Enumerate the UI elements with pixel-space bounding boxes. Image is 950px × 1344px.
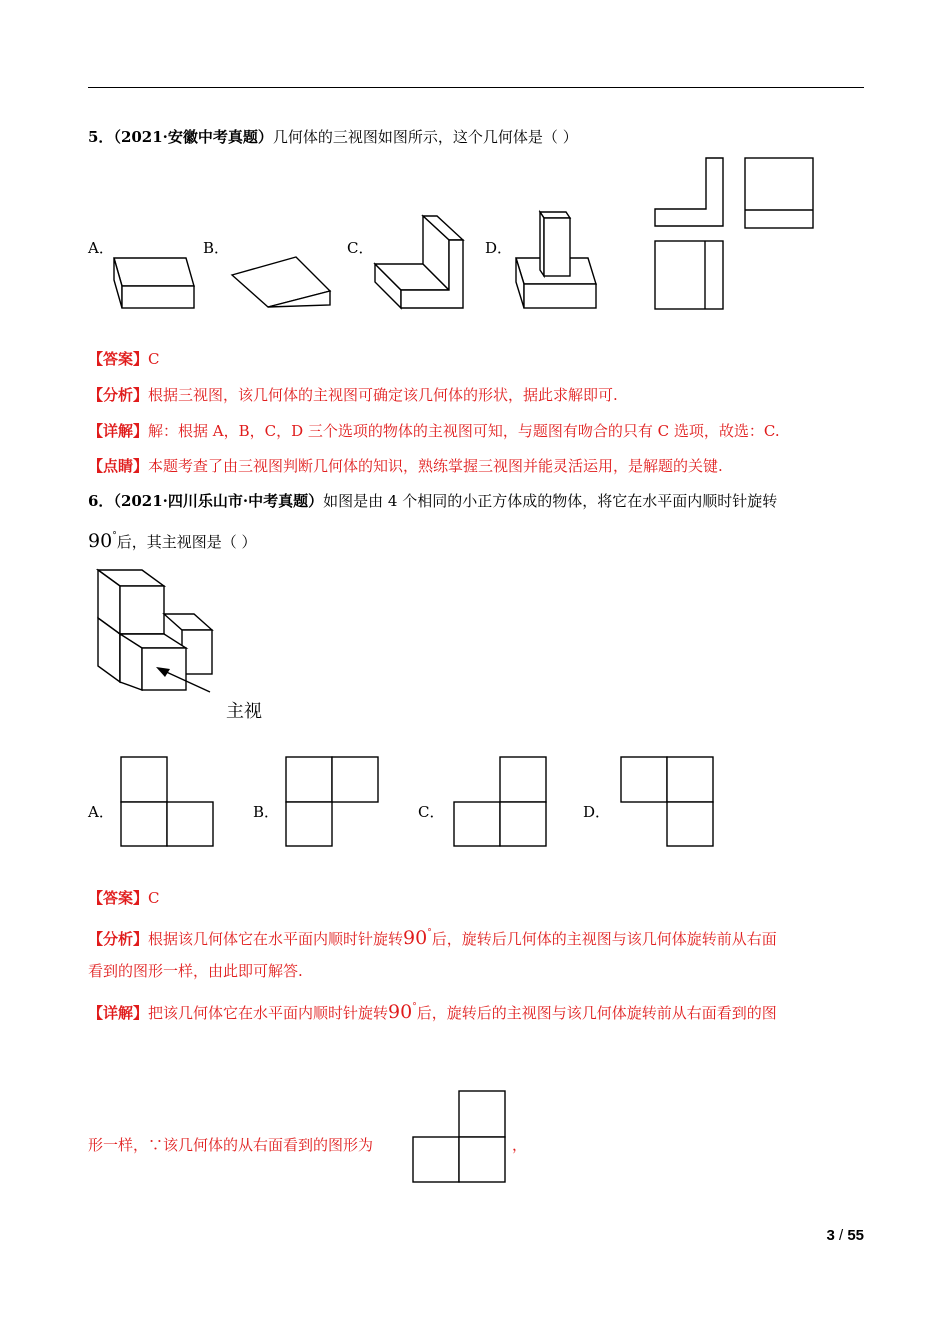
- page-separator: /: [834, 1227, 848, 1244]
- analysis-text-3: 看到的图形一样，由此即可解答.: [88, 962, 303, 980]
- option-b-figure: [230, 255, 334, 311]
- analysis-6: [88, 923, 777, 949]
- answer-6: [88, 888, 160, 908]
- analysis-text-1: 根据该几何体它在水平面内顺时针旋转: [148, 930, 404, 948]
- detail-text: 解：根据 A，B，C，D 三个选项的物体的主视图可知，与题图有吻合的只有 C 选项，故选：C.: [148, 422, 780, 440]
- detail-6-line-2: [88, 1135, 373, 1155]
- analysis-text: 根据三视图，该几何体的主视图可确定该几何体的形状，据此求解即可.: [148, 386, 618, 404]
- detail-tag: 【详解】: [88, 1004, 149, 1022]
- degree-sign: °: [112, 531, 117, 541]
- detail-text-2: 后，旋转后的主视图与该几何体旋转前从右面看到的图: [416, 1004, 777, 1022]
- question-text: 几何体的三视图如图所示，这个几何体是（ ）: [272, 128, 578, 146]
- detail-text-3: 形一样，∵该几何体的从右面看到的图形为: [88, 1136, 374, 1154]
- question-6: [88, 491, 777, 511]
- option-a-label: A．: [88, 803, 114, 821]
- option-b-label: B．: [253, 803, 280, 821]
- top-view-figure: [654, 240, 726, 312]
- page-current: 3: [826, 1227, 835, 1244]
- option-d-label: D．: [583, 803, 611, 821]
- analysis-tag: 【分析】: [88, 386, 149, 404]
- cubes-figure: [94, 566, 224, 726]
- question-text-2: 后，其主视图是（ ）: [116, 533, 257, 551]
- question-5: [88, 127, 578, 147]
- page-total: 55: [847, 1227, 864, 1244]
- option-c-label: C．: [418, 803, 445, 821]
- answer-value: C: [148, 350, 160, 368]
- angle-value: 90: [88, 530, 113, 552]
- option-b-figure: [285, 756, 380, 848]
- answer-tag: 【答案】: [88, 350, 149, 368]
- question-text-1: 如图是由 4 个相同的小正方体成的物体，将它在水平面内顺时针旋转: [323, 492, 778, 510]
- angle-value: 90: [403, 927, 428, 949]
- angle-value: 90: [388, 1001, 413, 1023]
- degree-sign: °: [427, 928, 432, 938]
- analysis-6-line-2: [88, 961, 303, 981]
- option-c-figure: [453, 756, 548, 848]
- option-d-label: D．: [485, 239, 513, 257]
- option-a-figure: [110, 250, 200, 312]
- detail-5: [88, 421, 780, 441]
- question-6-line-2: [88, 526, 256, 552]
- detail-text-1: 把该几何体它在水平面内顺时针旋转: [148, 1004, 389, 1022]
- option-a-label: A．: [88, 239, 114, 257]
- comment-text: 本题考查了由三视图判断几何体的知识，熟练掌握三视图并能灵活运用，是解题的关键.: [148, 457, 723, 475]
- answer-value: C: [148, 889, 160, 907]
- detail-6: [88, 997, 777, 1023]
- option-d-figure: [620, 756, 715, 848]
- detail-text-4: ，: [512, 1136, 528, 1154]
- option-b-label: B．: [203, 239, 230, 257]
- header-rule: [88, 87, 864, 88]
- page-number: [826, 1227, 864, 1244]
- option-c-figure: [373, 212, 469, 310]
- comment-5: [88, 456, 723, 476]
- front-view-figure: [655, 156, 727, 228]
- analysis-text-2: 后，旋转后几何体的主视图与该几何体旋转前从右面: [431, 930, 777, 948]
- option-d-figure: [512, 208, 602, 312]
- right-view-figure: [412, 1090, 507, 1184]
- analysis-5: [88, 385, 618, 405]
- answer-5: [88, 349, 160, 369]
- degree-sign: °: [412, 1002, 417, 1012]
- option-a-figure: [120, 756, 215, 848]
- side-view-figure: [744, 157, 816, 229]
- option-c-label: C．: [347, 239, 374, 257]
- question-number: 5．: [88, 128, 114, 146]
- detail-tag: 【详解】: [88, 422, 149, 440]
- view-direction-label: 主视: [226, 701, 262, 722]
- analysis-tag: 【分析】: [88, 930, 149, 948]
- comment-tag: 【点睛】: [88, 457, 149, 475]
- question-source: （2021·安徽中考真题）: [113, 128, 273, 146]
- question-number: 6．: [88, 492, 114, 510]
- answer-tag: 【答案】: [88, 889, 149, 907]
- question-source: （2021·四川乐山市·中考真题）: [113, 492, 324, 510]
